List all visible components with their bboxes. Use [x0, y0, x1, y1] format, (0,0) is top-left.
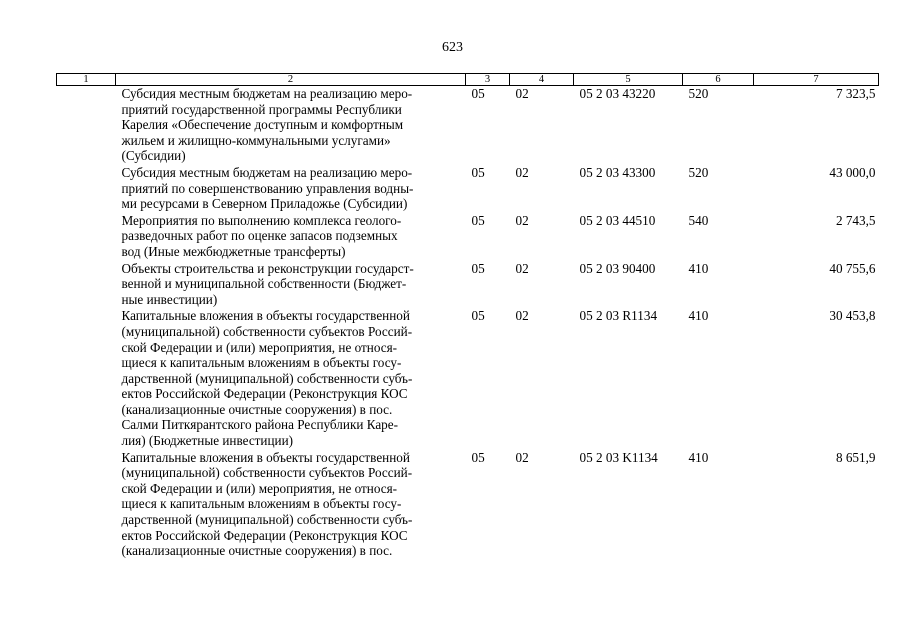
column-header-4: 4	[510, 74, 574, 86]
description-line: щиеся к капитальным вложениям в объекты госу-	[121, 355, 402, 371]
column-header-3: 3	[466, 74, 510, 86]
table-row	[57, 450, 879, 560]
cell-amount: 7 323,5	[835, 86, 876, 101]
cell-amount: 43 000,0	[829, 164, 876, 180]
page-number: 623	[442, 40, 463, 55]
cell-description	[116, 261, 466, 309]
cell-target-code: 05 2 03 K1134	[579, 449, 658, 465]
cell-expense-type: 520	[688, 164, 709, 180]
cell-col1	[57, 86, 116, 165]
column-header-5: 5	[574, 74, 683, 86]
description-line: Салми Питкярантского района Республики Каре-	[121, 417, 399, 433]
description-line: ектов Российской Федерации (Реконструкция КОС	[121, 386, 408, 402]
description-line: (канализационные очистные сооружения) в пос.	[121, 543, 393, 559]
cell-expense-type: 410	[688, 308, 709, 324]
description-line: вод (Иные межбюджетные трансферты)	[121, 243, 346, 259]
cell-target-code: 05 2 03 44510	[579, 212, 656, 228]
cell-expense-type: 540	[688, 212, 709, 228]
cell-expense-type: 520	[688, 86, 709, 101]
description-line: щиеся к капитальным вложениям в объекты госу-	[121, 496, 402, 512]
description-line: Объекты строительства и реконструкции государст-	[121, 260, 414, 276]
cell-description	[116, 213, 466, 261]
cell-subsection: 02	[515, 308, 529, 324]
description-line: (Субсидии)	[121, 148, 186, 164]
cell-section: 05	[471, 164, 485, 180]
description-line: приятий по совершенствованию управления водны-	[121, 180, 414, 196]
cell-target-code: 05 2 03 R1134	[579, 308, 658, 324]
table-row	[57, 165, 879, 213]
cell-amount: 40 755,6	[829, 260, 876, 276]
description-line: Субсидия местным бюджетам на реализацию меро-	[121, 86, 413, 101]
cell-subsection: 02	[515, 86, 529, 101]
description-line: Мероприятия по выполнению комплекса геолого-	[121, 212, 402, 228]
cell-amount: 8 651,9	[835, 449, 876, 465]
column-header-2: 2	[116, 74, 466, 86]
description-line: ми ресурсами в Северном Приладожье (Субсидии)	[121, 196, 408, 212]
cell-description	[116, 165, 466, 213]
cell-subsection: 02	[515, 164, 529, 180]
cell-col1	[57, 213, 116, 261]
table-header	[57, 74, 879, 86]
cell-expense-type: 410	[688, 449, 709, 465]
cell-description	[116, 450, 466, 560]
cell-section: 05	[471, 212, 485, 228]
table-body	[57, 86, 879, 560]
column-header-7: 7	[754, 74, 879, 86]
cell-col1	[57, 165, 116, 213]
cell-expense-type: 410	[688, 260, 709, 276]
description-line: (муниципальной) собственности субъектов Россий-	[121, 323, 413, 339]
table-row	[57, 86, 879, 165]
table-row	[57, 261, 879, 309]
description-line: (канализационные очистные сооружения) в пос.	[121, 401, 393, 417]
cell-amount: 2 743,5	[835, 212, 876, 228]
cell-target-code: 05 2 03 43220	[579, 86, 656, 101]
cell-section: 05	[471, 260, 485, 276]
description-line: дарственной (муниципальной) собственности субъ-	[121, 370, 413, 386]
budget-table	[56, 73, 879, 560]
description-line: Капитальные вложения в объекты государственной	[121, 308, 410, 324]
description-line: Субсидия местным бюджетам на реализацию меро-	[121, 164, 413, 180]
cell-description	[116, 86, 466, 165]
description-line: приятий государственной программы Республики	[121, 101, 402, 117]
description-line: венной и муниципальной собственности (Бюджет-	[121, 276, 407, 292]
cell-subsection: 02	[515, 449, 529, 465]
description-line: Капитальные вложения в объекты государственной	[121, 449, 410, 465]
cell-subsection: 02	[515, 212, 529, 228]
column-header-1: 1	[57, 74, 116, 86]
cell-target-code: 05 2 03 43300	[579, 164, 656, 180]
cell-col1	[57, 261, 116, 309]
description-line: жильем и жилищно-коммунальными услугами»	[121, 132, 391, 148]
cell-col1	[57, 450, 116, 560]
description-line: ской Федерации и (или) мероприятия, не относя-	[121, 480, 398, 496]
table-row	[57, 213, 879, 261]
description-line: Карелия «Обеспечение доступным и комфортным	[121, 117, 404, 133]
cell-section: 05	[471, 449, 485, 465]
description-line: ской Федерации и (или) мероприятия, не относя-	[121, 339, 398, 355]
description-line: разведочных работ по оценке запасов подземных	[121, 228, 398, 244]
cell-col1	[57, 308, 116, 449]
cell-target-code: 05 2 03 90400	[579, 260, 656, 276]
cell-description	[116, 308, 466, 449]
description-line: ные инвестиции)	[121, 291, 218, 307]
cell-section: 05	[471, 86, 485, 101]
description-line: ектов Российской Федерации (Реконструкция КОС	[121, 527, 408, 543]
cell-subsection: 02	[515, 260, 529, 276]
description-line: лия) (Бюджетные инвестиции)	[121, 433, 294, 449]
cell-section: 05	[471, 308, 485, 324]
description-line: (муниципальной) собственности субъектов Россий-	[121, 465, 413, 481]
description-line: дарственной (муниципальной) собственности субъ-	[121, 512, 413, 528]
cell-amount: 30 453,8	[829, 308, 876, 324]
table-row	[57, 308, 879, 449]
column-header-6: 6	[683, 74, 754, 86]
